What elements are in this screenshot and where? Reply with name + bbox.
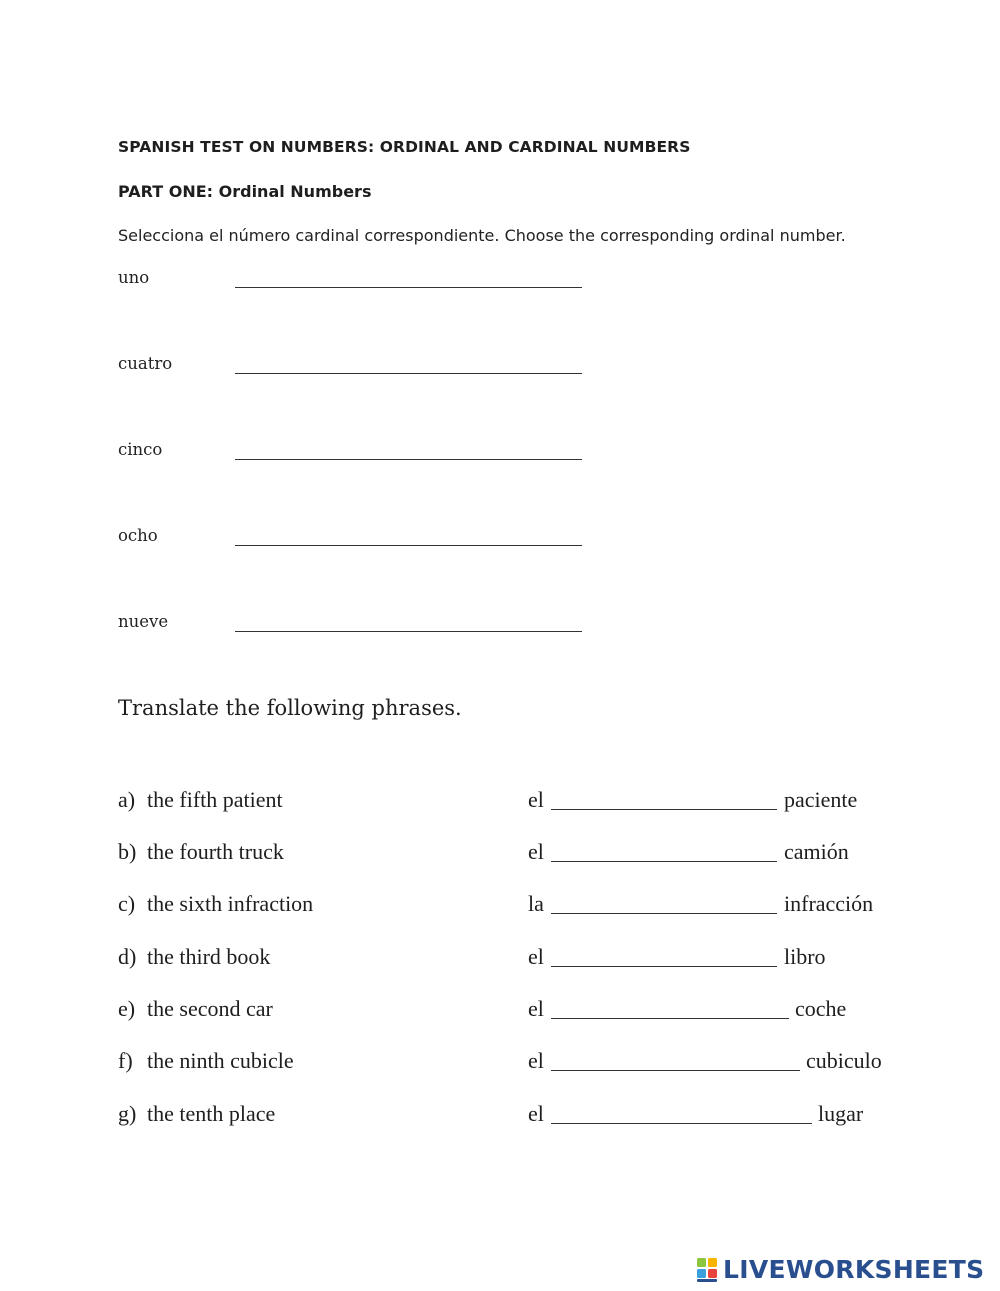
translation-blank[interactable] [551,966,777,967]
test-title: SPANISH TEST ON NUMBERS: ORDINAL AND CARDINAL NUMBERS [118,138,691,156]
spanish-noun: infracción [784,891,874,916]
translation-blank[interactable] [551,809,777,810]
spanish-noun: paciente [784,787,858,812]
number-word: cinco [118,440,163,459]
phrase-row [118,1101,918,1131]
spanish-noun: coche [795,996,847,1021]
phrase-row [118,996,918,1026]
instruction-text: Selecciona el número cardinal correspondiente. Choose the corresponding ordinal number. [118,226,846,245]
item-letter: b) [118,839,137,864]
translation-blank[interactable] [551,1123,812,1124]
number-row [118,440,588,464]
part-one-heading: PART ONE: Ordinal Numbers [118,182,372,201]
spanish-article: el [528,996,544,1021]
liveworksheets-logo[interactable] [697,1256,997,1284]
answer-blank[interactable] [235,287,582,288]
number-row [118,526,588,550]
number-row [118,268,588,292]
spanish-article: el [528,839,544,864]
translation-blank[interactable] [551,913,777,914]
item-letter: d) [118,944,137,969]
item-letter: a) [118,787,136,812]
number-row [118,354,588,378]
liveworksheets-logo-icon [697,1258,719,1282]
english-phrase: the ninth cubicle [147,1048,294,1073]
spanish-noun: lugar [818,1101,864,1126]
phrase-row [118,839,918,869]
spanish-noun: cubiculo [806,1048,882,1073]
english-phrase: the second car [147,996,273,1021]
english-phrase: the fifth patient [147,787,283,812]
phrase-row [118,891,918,921]
phrase-row [118,1048,918,1078]
translation-blank[interactable] [551,1070,800,1071]
spanish-noun: libro [784,944,826,969]
number-word: cuatro [118,354,173,373]
item-letter: e) [118,996,136,1021]
english-phrase: the sixth infraction [147,891,314,916]
translate-heading: Translate the following phrases. [118,696,462,720]
number-row [118,612,588,636]
english-phrase: the fourth truck [147,839,284,864]
number-word: nueve [118,612,169,631]
english-phrase: the tenth place [147,1101,276,1126]
spanish-article: el [528,944,544,969]
translation-blank[interactable] [551,861,777,862]
answer-blank[interactable] [235,545,582,546]
spanish-article: el [528,1101,544,1126]
spanish-article: el [528,787,544,812]
item-letter: f) [118,1048,133,1073]
spanish-article: el [528,1048,544,1073]
answer-blank[interactable] [235,459,582,460]
spanish-noun: camión [784,839,849,864]
answer-blank[interactable] [235,631,582,632]
number-word: uno [118,268,150,287]
item-letter: c) [118,891,136,916]
number-word: ocho [118,526,158,545]
phrase-row [118,944,918,974]
translation-blank[interactable] [551,1018,789,1019]
item-letter: g) [118,1101,137,1126]
answer-blank[interactable] [235,373,582,374]
logo-text: LIVEWORKSHEETS [723,1255,985,1284]
spanish-article: la [528,891,544,916]
english-phrase: the third book [147,944,271,969]
phrase-row [118,787,918,817]
